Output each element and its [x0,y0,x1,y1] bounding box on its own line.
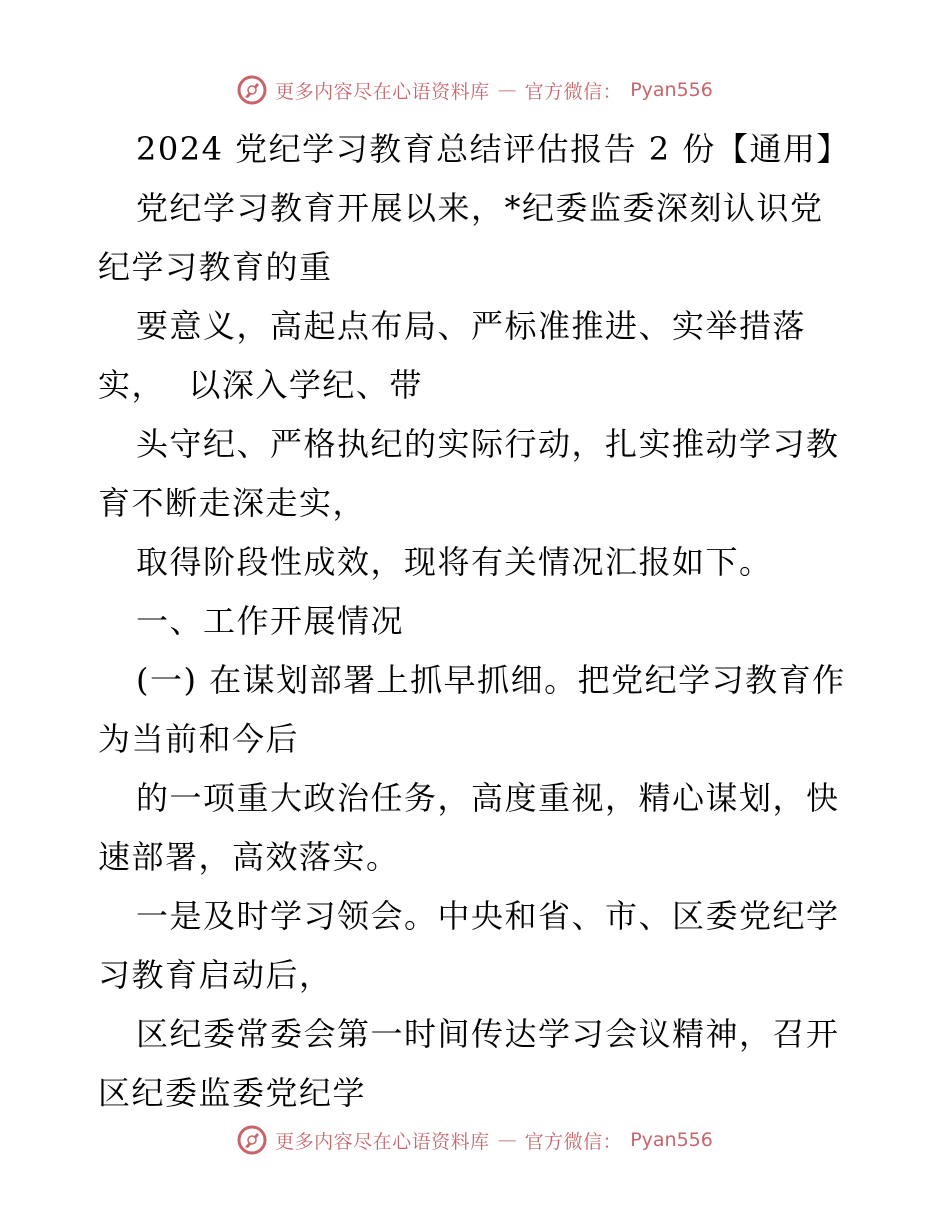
paragraph-line: 育不断走深走实， [98,484,367,522]
paragraph-line: 纪学习教育的重 [98,248,333,286]
watermark-text: 更多内容尽在心语资料库 [275,1130,490,1153]
watermark-id: Pyan556 [630,1129,713,1151]
document-body [98,120,858,1123]
watermark-separator: — [497,79,517,101]
feather-seal-icon [237,75,267,105]
document-title: 2024 党纪学习教育总结评估报告 2 份【通用】 [136,130,850,168]
section-heading: 一、工作开展情况 [136,602,405,640]
paragraph-line: 一是及时学习领会。中央和省、市、区委党纪学 [136,897,840,935]
watermark-official: 官方微信： [524,1130,623,1153]
paragraph-line: 速部署，高效落实。 [98,838,400,876]
paragraph-line: 区纪委监委党纪学 [98,1074,367,1112]
watermark-header [0,70,950,110]
paragraph-line: 取得阶段性成效，现将有关情况汇报如下。 [136,543,773,581]
watermark-separator: — [497,1129,517,1151]
paragraph-line: 要意义，高起点布局、严标准推进、实举措落 [136,307,807,345]
watermark-text: 更多内容尽在心语资料库 [275,80,490,103]
paragraph-line: 党纪学习教育开展以来，*纪委监委深刻认识党 [136,189,824,227]
paragraph-line: 的一项重大政治任务，高度重视，精心谋划，快 [136,779,840,817]
watermark-id: Pyan556 [630,79,713,101]
watermark-footer [0,1120,950,1160]
paragraph-line: (一) 在谋划部署上抓早抓细。把党纪学习教育作 [136,661,846,699]
paragraph-line: 为当前和今后 [98,720,300,758]
watermark-official: 官方微信： [524,80,623,103]
paragraph-line: 习教育启动后， [98,956,333,994]
paragraph-line: 区纪委常委会第一时间传达学习会议精神，召开 [136,1015,840,1053]
feather-seal-icon [237,1125,267,1155]
paragraph-line: 实， 以深入学纪、带 [98,366,423,404]
paragraph-line: 头守纪、严格执纪的实际行动，扎实推动学习教 [136,425,840,463]
